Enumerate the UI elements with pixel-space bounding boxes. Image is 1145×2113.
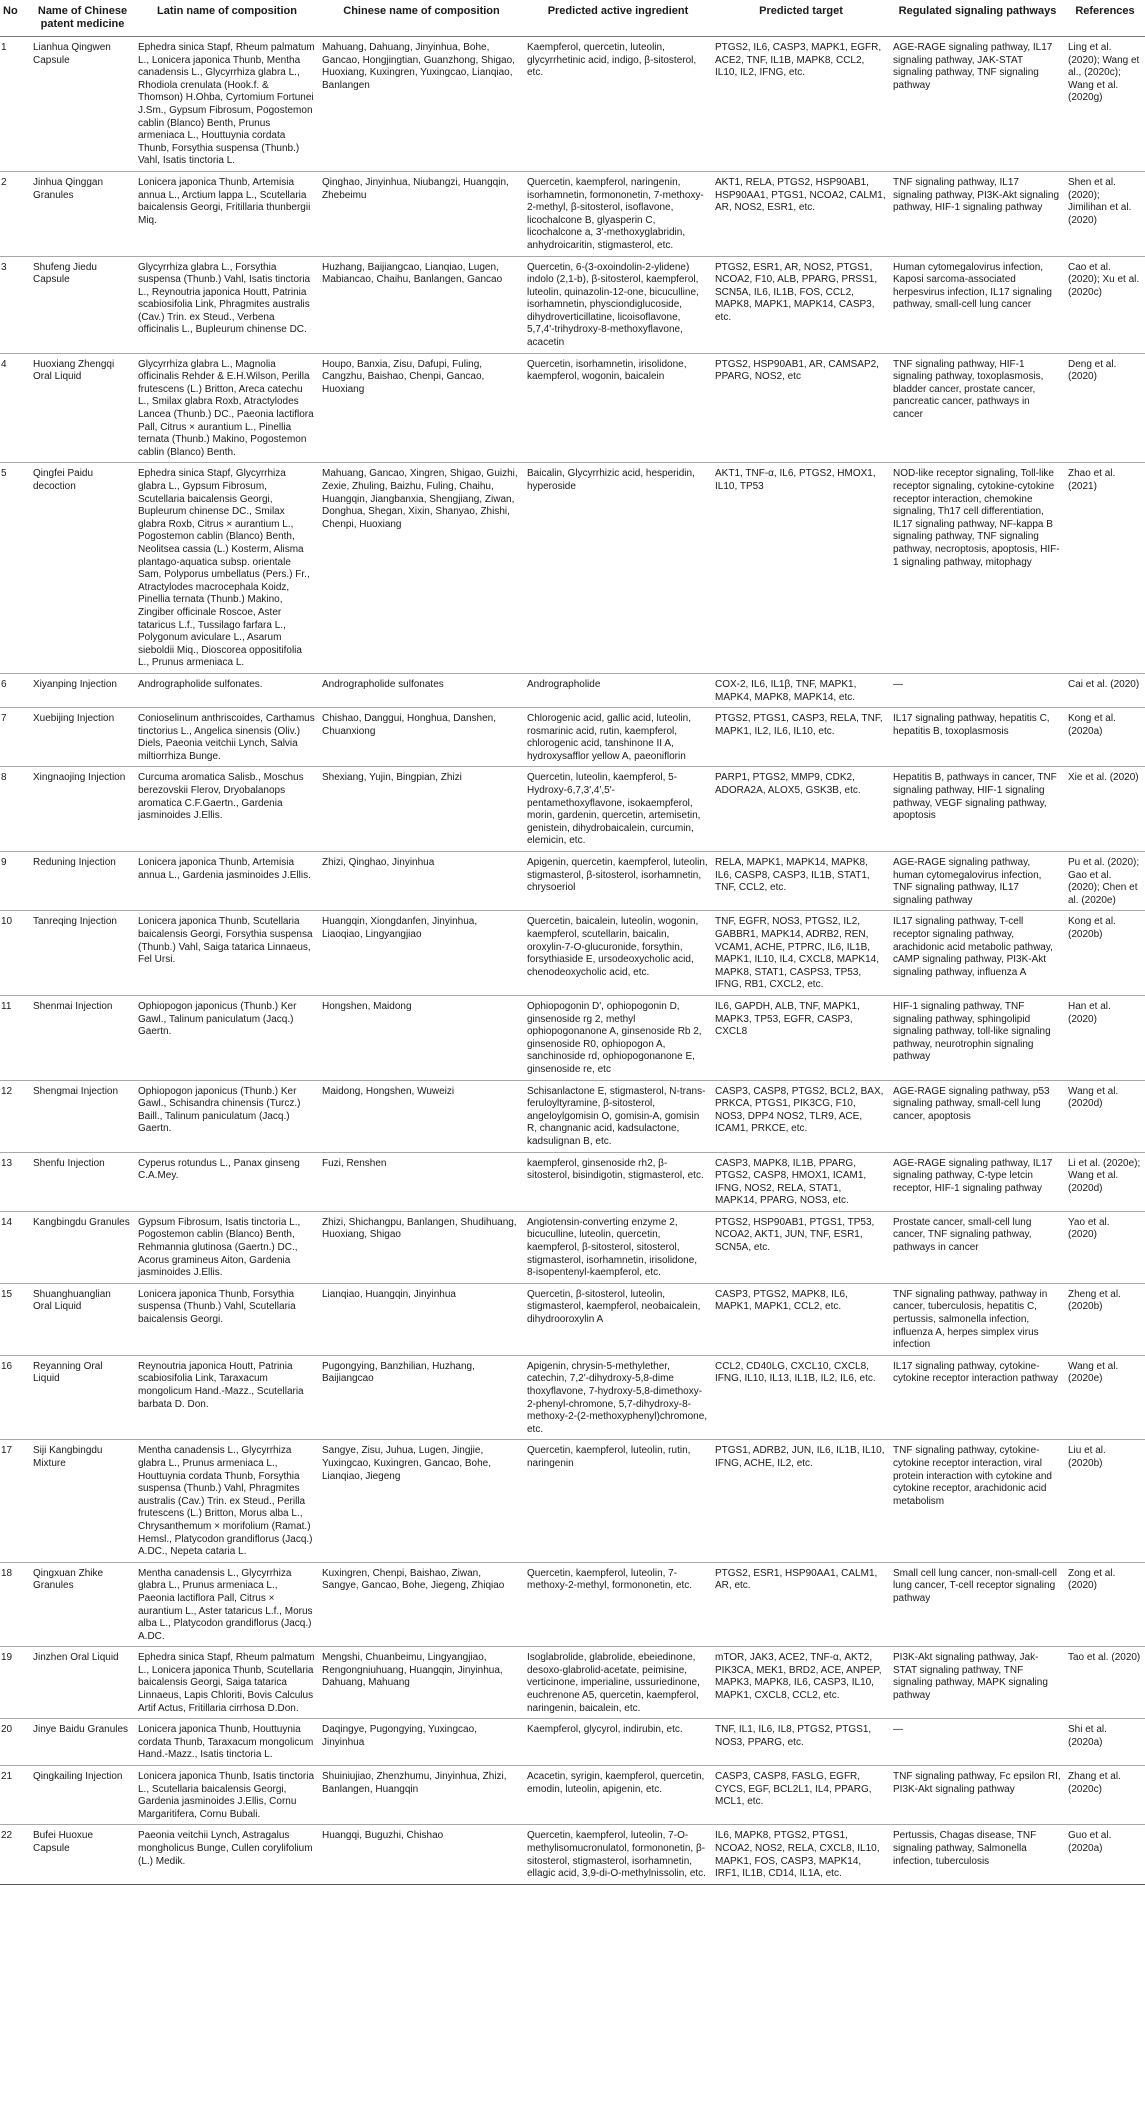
cell-references: Kong et al. (2020a) [1065, 708, 1145, 767]
cell-no: 21 [0, 1766, 30, 1825]
cell-no: 13 [0, 1152, 30, 1211]
cell-no: 14 [0, 1211, 30, 1283]
cell-active-ingredient: Apigenin, quercetin, kaempferol, luteolin, stigmasterol, β-sitosterol, isorhamnetin, chrysoeriol [524, 852, 712, 911]
cell-latin-name: Ophiopogon japonicus (Thunb.) Ker Gawl., Schisandra chinensis (Turcz.) Baill., Talinum paniculatum (Jacq.) Gaertn. [135, 1080, 319, 1152]
table-row [0, 1355, 1145, 1440]
cell-signaling-pathways: HIF-1 signaling pathway, TNF signaling pathway, sphingolipid signaling pathway, toll-like signaling pathway, neurotrophin signaling pathway [890, 995, 1065, 1080]
cell-latin-name: Ophiopogon japonicus (Thunb.) Ker Gawl., Talinum paniculatum (Jacq.) Gaertn. [135, 995, 319, 1080]
cell-signaling-pathways: Pertussis, Chagas disease, TNF signaling pathway, Salmonella infection, tuberculosis [890, 1825, 1065, 1884]
cell-latin-name: Lonicera japonica Thunb, Artemisia annua L., Gardenia jasminoides J.Ellis. [135, 852, 319, 911]
cell-active-ingredient: Angiotensin-converting enzyme 2, bicuculline, luteolin, quercetin, kaempferol, β-sitosterol, sitosterol, stigmasterol, isorhamnetin, irisolidone, 8-isopentenyl-kaempferol, etc. [524, 1211, 712, 1283]
cell-latin-name: Ephedra sinica Stapf, Glycyrrhiza glabra L., Gypsum Fibrosum, Scutellaria baicalensis Georgi, Bupleurum chinense DC., Smilax glabra Roxb, Citrus × aurantium L., Pogostemon cablin (Blanco) Benth, Neolitsea cassia (L.) Kosterm, Alisma plantago-aquatica subsp. orientale Sam, Polyporus umbellatus (Pers.) Fr., Atractylodes macrocephala Koidz, Pinellia ternata (Thunb.) Makino, Zingiber officinale Roscoe, Aster tataricus L.f., Tussilago farfara L., Polygonum aviculare L., Asarum sieboldii Miq., Dioscorea oppositifolia L., Prunus armeniaca L. [135, 463, 319, 674]
cell-medicine-name: Qingfei Paidu decoction [30, 463, 135, 674]
cell-chinese-name: Shexiang, Yujin, Bingpian, Zhizi [319, 767, 524, 852]
table-header-row [0, 0, 1145, 37]
cell-active-ingredient: Acacetin, syrigin, kaempferol, quercetin, emodin, luteolin, apigenin, etc. [524, 1766, 712, 1825]
cell-predicted-target: CASP3, CASP8, FASLG, EGFR, CYCS, EGF, BCL2L1, IL4, PPARG, MCL1, etc. [712, 1766, 890, 1825]
cell-no: 12 [0, 1080, 30, 1152]
cell-predicted-target: TNF, EGFR, NOS3, PTGS2, IL2, GABBR1, MAPK14, ADRB2, REN, VCAM1, ACHE, PTPRC, IL6, IL1B, MAPK1, IL10, IL4, CXCL8, MAPK14, MAPK8, STAT1, CASPS3, TP53, IFNG, RB1, CXCL2, etc. [712, 911, 890, 996]
cell-latin-name: Cyperus rotundus L., Panax ginseng C.A.Mey. [135, 1152, 319, 1211]
cell-signaling-pathways: Prostate cancer, small-cell lung cancer, TNF signaling pathway, pathways in cancer [890, 1211, 1065, 1283]
table-row [0, 1211, 1145, 1283]
cell-predicted-target: CASP3, MAPK8, IL1B, PPARG, PTGS2, CASP8, HMOX1, ICAM1, IFNG, NOS2, RELA, STAT1, MAPK14, PPARG, NOS3, etc. [712, 1152, 890, 1211]
header-references: References [1065, 0, 1145, 37]
cell-predicted-target: CCL2, CD40LG, CXCL10, CXCL8, IFNG, IL10, IL13, IL1B, IL2, IL6, etc. [712, 1355, 890, 1440]
cell-chinese-name: Qinghao, Jinyinhua, Niubangzi, Huangqin, Zhebeimu [319, 171, 524, 256]
cell-active-ingredient: Chlorogenic acid, gallic acid, luteolin, rosmarinic acid, rutin, kaempferol, chlorogenic acid, tanshinone II A, hydroxysafflor yellow A, paeoniflorin [524, 708, 712, 767]
cell-no: 18 [0, 1562, 30, 1647]
table-row [0, 852, 1145, 911]
cell-signaling-pathways: Small cell lung cancer, non-small-cell lung cancer, T-cell receptor signaling pathway [890, 1562, 1065, 1647]
cell-references: Xie et al. (2020) [1065, 767, 1145, 852]
cell-chinese-name: Andrographolide sulfonates [319, 673, 524, 707]
cell-references: Guo et al. (2020a) [1065, 1825, 1145, 1884]
cell-latin-name: Lonicera japonica Thunb, Artemisia annua L., Arctium lappa L., Scutellaria baicalensis Georgi, Fritillaria thunbergii Miq. [135, 171, 319, 256]
cell-latin-name: Ephedra sinica Stapf, Rheum palmatum L., Lonicera japonica Thunb, Mentha canadensis L., Glycyrrhiza glabra L., Rhodiola crenulata (Hook.f. & Thomson) H.Ohba, Cyrtomium Fortunei J.Sm., Gypsum Fibrosum, Pogostemon cablin (Blanco) Benth, Prunus armeniaca L., Houttuynia cordata Thunb, Forsythia suspensa (Thunb.) Vahl, Isatis tinctoria L. [135, 37, 319, 172]
cell-signaling-pathways: PI3K-Akt signaling pathway, Jak-STAT signaling pathway, TNF signaling pathway, MAPK signaling pathway [890, 1647, 1065, 1719]
cell-references: Wang et al. (2020d) [1065, 1080, 1145, 1152]
cell-signaling-pathways: Hepatitis B, pathways in cancer, TNF signaling pathway, HIF-1 signaling pathway, VEGF signaling pathway, apoptosis [890, 767, 1065, 852]
cell-active-ingredient: Baicalin, Glycyrrhizic acid, hesperidin, hyperoside [524, 463, 712, 674]
cell-no: 8 [0, 767, 30, 852]
cell-no: 15 [0, 1283, 30, 1355]
cell-predicted-target: PTGS2, PTGS1, CASP3, RELA, TNF, MAPK1, IL2, IL6, IL10, etc. [712, 708, 890, 767]
cell-medicine-name: Shenmai Injection [30, 995, 135, 1080]
header-no: No [0, 0, 30, 37]
cell-signaling-pathways: TNF signaling pathway, IL17 signaling pathway, PI3K-Akt signaling pathway, HIF-1 signaling pathway [890, 171, 1065, 256]
header-latin-name: Latin name of composition [135, 0, 319, 37]
table-row [0, 256, 1145, 353]
cell-medicine-name: Xiyanping Injection [30, 673, 135, 707]
table-row [0, 1719, 1145, 1766]
table-row [0, 767, 1145, 852]
cell-medicine-name: Xingnaojing Injection [30, 767, 135, 852]
cell-references: Shen et al. (2020); Jimilihan et al. (2020) [1065, 171, 1145, 256]
table-body [0, 37, 1145, 1885]
cell-active-ingredient: Quercetin, β-sitosterol, luteolin, stigmasterol, kaempferol, neobaicalein, dihydrooroxylin A [524, 1283, 712, 1355]
cell-active-ingredient: Quercetin, kaempferol, naringenin, isorhamnetin, formononetin, 7-methoxy-2-methyl, β-sitosterol, isoflavone, licochalcone B, glyasperin C, licochalcone a, 3'-methoxyglabridin, anhydroicaritin, stigmasterol, etc. [524, 171, 712, 256]
cell-predicted-target: IL6, GAPDH, ALB, TNF, MAPK1, MAPK3, TP53, EGFR, CASP3, CXCL8 [712, 995, 890, 1080]
cell-medicine-name: Qingkailing Injection [30, 1766, 135, 1825]
cell-medicine-name: Xuebijing Injection [30, 708, 135, 767]
cell-predicted-target: CASP3, CASP8, PTGS2, BCL2, BAX, PRKCA, PTGS1, PIK3CG, F10, NOS3, DPP4 NOS2, TLR9, ACE, ICAM1, PRKCE, etc. [712, 1080, 890, 1152]
table-row [0, 463, 1145, 674]
cell-chinese-name: Chishao, Danggui, Honghua, Danshen, Chuanxiong [319, 708, 524, 767]
cell-latin-name: Mentha canadensis L., Glycyrrhiza glabra L., Prunus armeniaca L., Paeonia lactiflora Pall, Citrus × aurantium L., Aster tataricus L.f., Morus alba L., Platycodon grandiflorus (Jacq.) A.DC. [135, 1562, 319, 1647]
cell-latin-name: Reynoutria japonica Houtt, Patrinia scabiosifolia Link, Taraxacum mongolicum Hand.-Mazz., Scutellaria barbata D. Don. [135, 1355, 319, 1440]
table-row [0, 1647, 1145, 1719]
cell-signaling-pathways: IL17 signaling pathway, T-cell receptor signaling pathway, arachidonic acid metabolic pathway, cAMP signaling pathway, PI3K-Akt signaling pathway, influenza A [890, 911, 1065, 996]
cell-latin-name: Lonicera japonica Thunb, Houttuynia cordata Thunb, Taraxacum mongolicum Hand.-Mazz., Isatis tinctoria L. [135, 1719, 319, 1766]
cell-latin-name: Glycyrrhiza glabra L., Forsythia suspensa (Thunb.) Vahl, Isatis tinctoria L., Reynoutria japonica Houtt, Patrinia scabiosifolia Link, Phragmites australis (Cav.) Trin. ex Steud., Verbena officinalis L., Bupleurum chinense DC. [135, 256, 319, 353]
cell-signaling-pathways: AGE-RAGE signaling pathway, IL17 signaling pathway, JAK-STAT signaling pathway, TNF signaling pathway [890, 37, 1065, 172]
cell-chinese-name: Kuxingren, Chenpi, Baishao, Ziwan, Sangye, Gancao, Bohe, Jiegeng, Zhiqiao [319, 1562, 524, 1647]
cell-signaling-pathways: — [890, 1719, 1065, 1766]
cell-references: Zhang et al. (2020c) [1065, 1766, 1145, 1825]
header-chinese-name: Chinese name of composition [319, 0, 524, 37]
cell-chinese-name: Huzhang, Baijiangcao, Lianqiao, Lugen, Mabiancao, Chaihu, Banlangen, Gancao [319, 256, 524, 353]
cell-predicted-target: mTOR, JAK3, ACE2, TNF-α, AKT2, PIK3CA, MEK1, BRD2, ACE, ANPEP, MAPK3, MAPK8, IL6, CASP3, IL10, MAPK1, CXCL8, CCL2, etc. [712, 1647, 890, 1719]
cell-predicted-target: AKT1, RELA, PTGS2, HSP90AB1, HSP90AA1, PTGS1, NCOA2, CALM1, AR, NOS2, ESR1, etc. [712, 171, 890, 256]
cell-active-ingredient: Andrographolide [524, 673, 712, 707]
cell-predicted-target: PTGS1, ADRB2, JUN, IL6, IL1B, IL10, IFNG, ACHE, IL2, etc. [712, 1440, 890, 1562]
cell-signaling-pathways: TNF signaling pathway, HIF-1 signaling pathway, toxoplasmosis, bladder cancer, prostate cancer, pancreatic cancer, pathways in cancer [890, 353, 1065, 463]
cell-no: 9 [0, 852, 30, 911]
cell-medicine-name: Shenfu Injection [30, 1152, 135, 1211]
cell-active-ingredient: Quercetin, 6-(3-oxoindolin-2-ylidene) indolo (2,1-b), β-sitosterol, kaempferol, luteolin, quinazolin-12-one, bicuculline, isorhamnetin, physciondiglucoside, dihydroverticillatine, licoisoflavone, 5,7,4'-trihydroxy-8-methoxyflavone, acacetin [524, 256, 712, 353]
cell-latin-name: Glycyrrhiza glabra L., Magnolia officinalis Rehder & E.H.Wilson, Perilla frutescens (L.) Britton, Areca catechu L., Smilax glabra Roxb, Atractylodes Lancea (Thunb.) DC., Paeonia lactiflora Pall, Citrus × aurantium L., Pinellia ternata (Thunb.) Makino, Pogostemon cablin (Blanco) Benth. [135, 353, 319, 463]
table-row [0, 1283, 1145, 1355]
cell-signaling-pathways: AGE-RAGE signaling pathway, human cytomegalovirus infection, TNF signaling pathway, IL17 signaling pathway [890, 852, 1065, 911]
table-row [0, 37, 1145, 172]
table-row [0, 1825, 1145, 1884]
cell-chinese-name: Sangye, Zisu, Juhua, Lugen, Jingjie, Yuxingcao, Kuxingren, Gancao, Bohe, Lianqiao, Jiegeng [319, 1440, 524, 1562]
cell-medicine-name: Jinye Baidu Granules [30, 1719, 135, 1766]
cell-medicine-name: Lianhua Qingwen Capsule [30, 37, 135, 172]
cell-no: 20 [0, 1719, 30, 1766]
cell-predicted-target: TNF, IL1, IL6, IL8, PTGS2, PTGS1, NOS3, PPARG, etc. [712, 1719, 890, 1766]
cell-latin-name: Ephedra sinica Stapf, Rheum palmatum L., Lonicera japonica Thunb, Scutellaria baicalensis Georgi, Saiga tatarica Linnaeus, Lapis Chloriti, Bovis Calculus Artif Actus, Fritillaria cirrhosa D.Don. [135, 1647, 319, 1719]
cell-latin-name: Andrographolide sulfonates. [135, 673, 319, 707]
cell-references: Han et al. (2020) [1065, 995, 1145, 1080]
cell-references: Ling et al. (2020); Wang et al., (2020c); Wang et al. (2020g) [1065, 37, 1145, 172]
cell-signaling-pathways: AGE-RAGE signaling pathway, IL17 signaling pathway, C-type letcin receptor, HIF-1 signaling pathway [890, 1152, 1065, 1211]
cell-medicine-name: Shuanghuanglian Oral Liquid [30, 1283, 135, 1355]
table-row [0, 995, 1145, 1080]
table-row [0, 1440, 1145, 1562]
cell-chinese-name: Huangqi, Buguzhi, Chishao [319, 1825, 524, 1884]
cell-no: 2 [0, 171, 30, 256]
cell-active-ingredient: Quercetin, kaempferol, luteolin, rutin, naringenin [524, 1440, 712, 1562]
cell-active-ingredient: Quercetin, kaempferol, luteolin, 7-O-methylisomucronulatol, formononetin, β-sitosterol, stigmasterol, isorhamnetin, ellagic acid, 3,9-di-O-methylnissolin, etc. [524, 1825, 712, 1884]
cell-references: Tao et al. (2020) [1065, 1647, 1145, 1719]
cell-active-ingredient: Apigenin, chrysin-5-methylether, catechin, 7,2'-dihydroxy-5,8-dime thoxyflavone, 7-hydroxy-5,8-dimethoxy-2-phenyl-chromone, 5,7-dihydroxy-8-methoxy-2-(2-methoxyphenyl)chromone, etc. [524, 1355, 712, 1440]
cell-references: Deng et al. (2020) [1065, 353, 1145, 463]
header-signaling-pathways: Regulated signaling pathways [890, 0, 1065, 37]
cell-medicine-name: Kangbingdu Granules [30, 1211, 135, 1283]
cell-no: 3 [0, 256, 30, 353]
cell-predicted-target: RELA, MAPK1, MAPK14, MAPK8, IL6, CASP8, CASP3, IL1B, STAT1, TNF, CCL2, etc. [712, 852, 890, 911]
cell-latin-name: Lonicera japonica Thunb, Forsythia suspensa (Thunb.) Vahl, Scutellaria baicalensis Georgi. [135, 1283, 319, 1355]
cell-medicine-name: Jinzhen Oral Liquid [30, 1647, 135, 1719]
cell-no: 17 [0, 1440, 30, 1562]
cell-no: 1 [0, 37, 30, 172]
cell-active-ingredient: kaempferol, ginsenoside rh2, β-sitosterol, bisindigotin, stigmasterol, etc. [524, 1152, 712, 1211]
table-row [0, 1562, 1145, 1647]
cell-references: Liu et al. (2020b) [1065, 1440, 1145, 1562]
table-row [0, 1152, 1145, 1211]
cell-active-ingredient: Quercetin, baicalein, luteolin, wogonin, kaempferol, scutellarin, baicalin, oroxylin-7-O-glucuronide, forsythin, forsythiaside E, ursodeoxycholic acid, chenodeoxycholic acid, etc. [524, 911, 712, 996]
cell-no: 19 [0, 1647, 30, 1719]
cell-chinese-name: Hongshen, Maidong [319, 995, 524, 1080]
cell-latin-name: Mentha canadensis L., Glycyrrhiza glabra L., Prunus armeniaca L., Houttuynia cordata Thunb, Forsythia suspensa (Thunb.) Vahl, Phragmites australis (Cav.) Trin. ex Steud., Perilla frutescens (L.) Britton, Morus alba L., Chrysanthemum × morifolium (Ramat.) Hemsl., Platycodon grandiflorus (Jacq.) A.DC., Nepeta cataria L. [135, 1440, 319, 1562]
cell-predicted-target: PTGS2, IL6, CASP3, MAPK1, EGFR, ACE2, TNF, IL1B, MAPK8, CCL2, IL10, IL2, IFNG, etc. [712, 37, 890, 172]
cell-references: Shi et al. (2020a) [1065, 1719, 1145, 1766]
cell-chinese-name: Zhizi, Qinghao, Jinyinhua [319, 852, 524, 911]
cell-chinese-name: Mahuang, Dahuang, Jinyinhua, Bohe, Gancao, Hongjingtian, Guanzhong, Shigao, Huoxiang, Kuxingren, Yuxingcao, Lianqiao, Banlangen [319, 37, 524, 172]
cell-chinese-name: Houpo, Banxia, Zisu, Dafupi, Fuling, Cangzhu, Baishao, Chenpi, Gancao, Huoxiang [319, 353, 524, 463]
cell-medicine-name: Reyanning Oral Liquid [30, 1355, 135, 1440]
cell-signaling-pathways: IL17 signaling pathway, hepatitis C, hepatitis B, toxoplasmosis [890, 708, 1065, 767]
cell-references: Kong et al. (2020b) [1065, 911, 1145, 996]
cell-no: 16 [0, 1355, 30, 1440]
cell-no: 10 [0, 911, 30, 996]
cell-references: Cao et al. (2020); Xu et al. (2020c) [1065, 256, 1145, 353]
cell-references: Pu et al. (2020); Gao et al. (2020); Chen et al. (2020e) [1065, 852, 1145, 911]
cell-references: Zhao et al. (2021) [1065, 463, 1145, 674]
table-row [0, 171, 1145, 256]
cell-chinese-name: Maidong, Hongshen, Wuweizi [319, 1080, 524, 1152]
header-active-ingredient: Predicted active ingredient [524, 0, 712, 37]
cell-active-ingredient: Ophiopogonin D', ophiopogonin D, ginsenoside rg 2, methyl ophiopogonanone A, ginsenoside Rb 2, ginsenoside R0, ophiopogon A, sanchinoside rd, ophiopogonanone E, ginsenoside re, etc [524, 995, 712, 1080]
table-row [0, 708, 1145, 767]
cell-medicine-name: Jinhua Qinggan Granules [30, 171, 135, 256]
cell-active-ingredient: Isoglabrolide, glabrolide, ebeiedinone, desoxo-glabrolid-acetate, peimisine, verticinone, imperialine, ussuriedinone, euchrenone A5, quercetin, kaempferol, naringenin, baicalein, etc. [524, 1647, 712, 1719]
cell-chinese-name: Daqingye, Pugongying, Yuxingcao, Jinyinhua [319, 1719, 524, 1766]
cell-no: 5 [0, 463, 30, 674]
cell-chinese-name: Zhizi, Shichangpu, Banlangen, Shudihuang, Huoxiang, Shigao [319, 1211, 524, 1283]
cell-active-ingredient: Schisanlactone E, stigmasterol, N-trans-feruloyltyramine, β-sitosterol, angeloylgomisin O, gomisin-A, gomisin R, changnanic acid, kadsulactone, kadsulignan B, etc. [524, 1080, 712, 1152]
cell-chinese-name: Mahuang, Gancao, Xingren, Shigao, Guizhi, Zexie, Zhuling, Baizhu, Fuling, Chaihu, Huangqin, Jiangbanxia, Shengjiang, Ziwan, Donghua, Shegan, Xixin, Shanyao, Zhishi, Chenpi, Huoxiang [319, 463, 524, 674]
header-medicine-name: Name of Chinese patent medicine [30, 0, 135, 37]
cell-active-ingredient: Quercetin, kaempferol, luteolin, 7-methoxy-2-methyl, formononetin, etc. [524, 1562, 712, 1647]
table-row [0, 1766, 1145, 1825]
cell-medicine-name: Bufei Huoxue Capsule [30, 1825, 135, 1884]
cell-references: Cai et al. (2020) [1065, 673, 1145, 707]
cell-chinese-name: Pugongying, Banzhilian, Huzhang, Baijiangcao [319, 1355, 524, 1440]
cell-latin-name: Gypsum Fibrosum, Isatis tinctoria L., Pogostemon cablin (Blanco) Benth, Rehmannia glutinosa (Gaertn.) DC., Acorus gramineus Aiton, Gardenia jasminoides J.Ellis. [135, 1211, 319, 1283]
cell-medicine-name: Reduning Injection [30, 852, 135, 911]
cell-signaling-pathways: TNF signaling pathway, pathway in cancer, tuberculosis, hepatitis C, pertussis, salmonella infection, influenza A, herpes simplex virus infection [890, 1283, 1065, 1355]
cell-chinese-name: Fuzi, Renshen [319, 1152, 524, 1211]
cell-signaling-pathways: TNF signaling pathway, cytokine-cytokine receptor interaction, viral protein interaction with cytokine and cytokine receptor, arachidonic acid metabolism [890, 1440, 1065, 1562]
cell-no: 11 [0, 995, 30, 1080]
cell-latin-name: Paeonia veitchii Lynch, Astragalus mongholicus Bunge, Cullen corylifolium (L.) Medik. [135, 1825, 319, 1884]
cell-references: Yao et al. (2020) [1065, 1211, 1145, 1283]
cell-predicted-target: IL6, MAPK8, PTGS2, PTGS1, NCOA2, NOS2, RELA, CXCL8, IL10, MAPK1, FOS, CASP3, MAPK14, IRF1, IL1B, CD14, IL1A, etc. [712, 1825, 890, 1884]
cell-no: 7 [0, 708, 30, 767]
cell-medicine-name: Siji Kangbingdu Mixture [30, 1440, 135, 1562]
cell-chinese-name: Lianqiao, Huangqin, Jinyinhua [319, 1283, 524, 1355]
cell-active-ingredient: Kaempferol, quercetin, luteolin, glycyrrhetinic acid, indigo, β-sitosterol, etc. [524, 37, 712, 172]
cell-medicine-name: Tanreqing Injection [30, 911, 135, 996]
cell-active-ingredient: Quercetin, isorhamnetin, irisolidone, kaempferol, wogonin, baicalein [524, 353, 712, 463]
cell-signaling-pathways: Human cytomegalovirus infection, Kaposi sarcoma-associated herpesvirus infection, IL17 signaling pathway, small-cell lung cancer [890, 256, 1065, 353]
cell-references: Zong et al. (2020) [1065, 1562, 1145, 1647]
cell-no: 4 [0, 353, 30, 463]
cell-medicine-name: Qingxuan Zhike Granules [30, 1562, 135, 1647]
cell-signaling-pathways: TNF signaling pathway, Fc epsilon RI, PI3K-Akt signaling pathway [890, 1766, 1065, 1825]
cell-predicted-target: AKT1, TNF-α, IL6, PTGS2, HMOX1, IL10, TP53 [712, 463, 890, 674]
cell-latin-name: Lonicera japonica Thunb, Isatis tinctoria L., Scutellaria baicalensis Georgi, Gardenia jasminoides J.Ellis, Cornu Margaritifera, Cornu Bubali. [135, 1766, 319, 1825]
cell-latin-name: Curcuma aromatica Salisb., Moschus berezovskii Flerov, Dryobalanops aromatica C.F.Gaertn., Gardenia jasminoides J.Ellis. [135, 767, 319, 852]
cell-chinese-name: Huangqin, Xiongdanfen, Jinyinhua, Liaoqiao, Lingyangjiao [319, 911, 524, 996]
cell-chinese-name: Shuiniujiao, Zhenzhumu, Jinyinhua, Zhizi, Banlangen, Huangqin [319, 1766, 524, 1825]
cell-active-ingredient: Kaempferol, glycyrol, indirubin, etc. [524, 1719, 712, 1766]
cell-references: Li et al. (2020e); Wang et al. (2020d) [1065, 1152, 1145, 1211]
cell-predicted-target: PTGS2, ESR1, HSP90AA1, CALM1, AR, etc. [712, 1562, 890, 1647]
cell-predicted-target: PTGS2, HSP90AB1, AR, CAMSAP2, PPARG, NOS2, etc [712, 353, 890, 463]
cell-signaling-pathways: IL17 signaling pathway, cytokine-cytokine receptor interaction pathway [890, 1355, 1065, 1440]
cell-signaling-pathways: AGE-RAGE signaling pathway, p53 signaling pathway, small-cell lung cancer, apoptosis [890, 1080, 1065, 1152]
cell-references: Zheng et al. (2020b) [1065, 1283, 1145, 1355]
cell-chinese-name: Mengshi, Chuanbeimu, Lingyangjiao, Rengongniuhuang, Huangqin, Jinyinhua, Dahuang, Mahuang [319, 1647, 524, 1719]
cell-references: Wang et al. (2020e) [1065, 1355, 1145, 1440]
table-row [0, 673, 1145, 707]
cell-latin-name: Lonicera japonica Thunb, Scutellaria baicalensis Georgi, Forsythia suspensa (Thunb.) Vahl, Saiga tatarica Linnaeus, Fel Ursi. [135, 911, 319, 996]
cell-no: 22 [0, 1825, 30, 1884]
cell-predicted-target: PTGS2, HSP90AB1, PTGS1, TP53, NCOA2, AKT1, JUN, TNF, ESR1, SCN5A, etc. [712, 1211, 890, 1283]
table-row [0, 911, 1145, 996]
cell-medicine-name: Shengmai Injection [30, 1080, 135, 1152]
cell-medicine-name: Huoxiang Zhengqi Oral Liquid [30, 353, 135, 463]
header-predicted-target: Predicted target [712, 0, 890, 37]
cell-active-ingredient: Quercetin, luteolin, kaempferol, 5-Hydroxy-6,7,3',4',5'-pentamethoxyflavone, isokaempferol, morin, gardenin, quercetin, artemisetin, genistein, dihydrobaicalein, curcumin, elemicin, etc. [524, 767, 712, 852]
cell-predicted-target: PTGS2, ESR1, AR, NOS2, PTGS1, NCOA2, F10, ALB, PPARG, PRSS1, SCN5A, IL6, IL1B, FOS, CCL2, MAPK8, MAPK1, MAPK14, CASP3, etc. [712, 256, 890, 353]
cell-signaling-pathways: NOD-like receptor signaling, Toll-like receptor signaling, cytokine-cytokine receptor interaction, chemokine signaling, Th17 cell differentiation, IL17 signaling pathway, NF-kappa B signaling pathway, TNF signaling pathway, necroptosis, apoptosis, HIF-1 signaling pathway, mitophagy [890, 463, 1065, 674]
cell-no: 6 [0, 673, 30, 707]
cell-signaling-pathways: — [890, 673, 1065, 707]
cell-predicted-target: CASP3, PTGS2, MAPK8, IL6, MAPK1, MAPK1, CCL2, etc. [712, 1283, 890, 1355]
cell-latin-name: Conioselinum anthriscoides, Carthamus tinctorius L., Angelica sinensis (Oliv.) Diels, Paeonia veitchii Lynch, Salvia miltiorrhiza Bunge. [135, 708, 319, 767]
cell-predicted-target: COX-2, IL6, IL1β, TNF, MAPK1, MAPK4, MAPK8, MAPK14, etc. [712, 673, 890, 707]
table-row [0, 353, 1145, 463]
cell-medicine-name: Shufeng Jiedu Capsule [30, 256, 135, 353]
cell-predicted-target: PARP1, PTGS2, MMP9, CDK2, ADORA2A, ALOX5, GSK3B, etc. [712, 767, 890, 852]
table-row [0, 1080, 1145, 1152]
